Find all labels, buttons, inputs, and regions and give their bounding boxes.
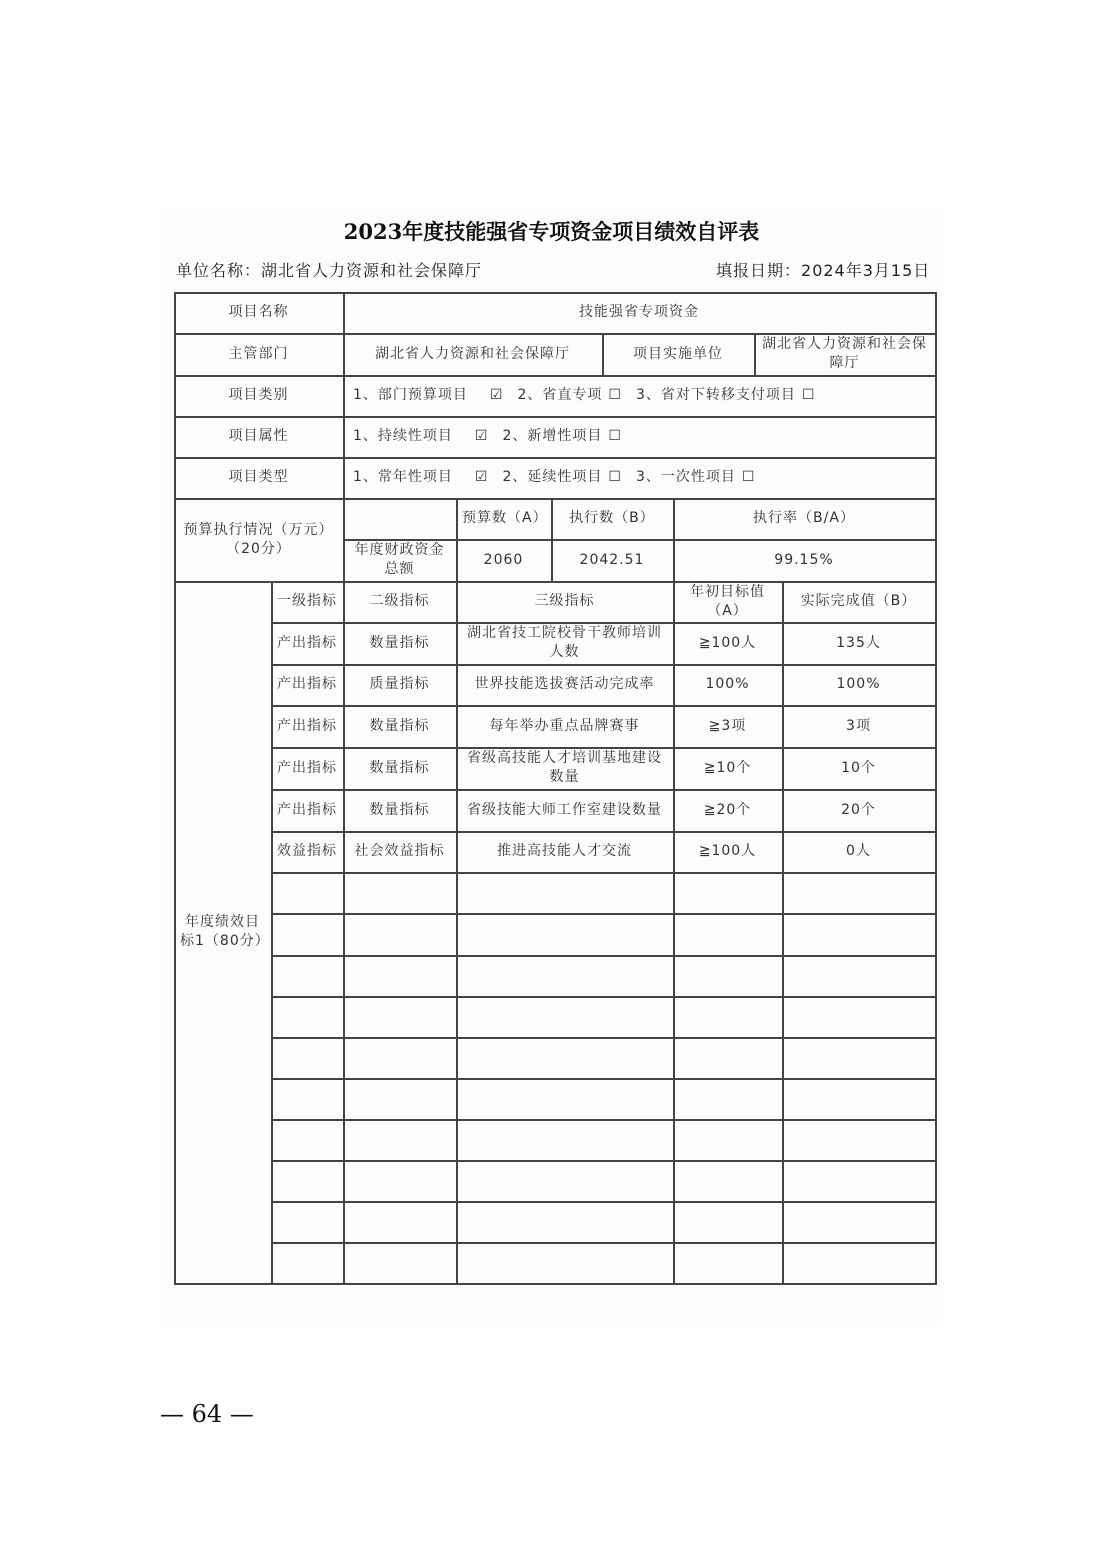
empty-indicator-cell (782, 1037, 935, 1078)
impl-unit-label: 项目实施单位 (633, 345, 723, 362)
category-label: 项目类别 (228, 387, 289, 403)
empty-indicator-cell (782, 1078, 935, 1119)
empty-indicator-cell (456, 1119, 673, 1160)
category-options (343, 375, 935, 416)
indicator-target: ≧10个 (703, 759, 752, 776)
empty-indicator-cell (271, 1201, 343, 1242)
type-label: 项目类型 (228, 469, 289, 485)
indicator-actual: 3项 (846, 717, 871, 734)
attribute-option-2-label: 2、新增性项目 (502, 428, 603, 444)
empty-indicator-cell (343, 913, 456, 955)
indicator-level2: 数量指标 (369, 759, 430, 776)
empty-indicator-cell (673, 1201, 782, 1242)
indicator-level3: 推进高技能人才交流 (497, 843, 632, 859)
indicator-level2: 质量指标 (369, 676, 430, 692)
indicator-target: 100% (705, 676, 750, 692)
annual-goal-label: 年度绩效目标1（80分） (180, 914, 270, 949)
empty-indicator-cell (673, 955, 782, 996)
page-number: — 64 — (160, 1400, 254, 1428)
empty-indicator-cell (782, 1201, 935, 1242)
empty-indicator-cell (271, 1119, 343, 1160)
indicator-target: ≧100人 (698, 843, 757, 859)
rate-col-header: 执行率（B/A） (753, 510, 855, 526)
actual-header: 实际完成值（B） (800, 593, 917, 609)
indicator-target: ≧100人 (698, 634, 757, 651)
empty-indicator-cell (673, 872, 782, 913)
level3-header: 三级指标 (534, 593, 595, 609)
annual-funds-label: 年度财政资金总额 (354, 542, 445, 577)
empty-indicator-cell (343, 1119, 456, 1160)
unit-label: 单位名称： (176, 261, 262, 280)
empty-indicator-cell (343, 1037, 456, 1078)
empty-indicator-cell (673, 1242, 782, 1283)
empty-indicator-cell (782, 955, 935, 996)
indicator-actual: 10个 (841, 759, 876, 776)
document-title: 2023年度技能强省专项资金项目绩效自评表 (343, 219, 760, 244)
department-value: 湖北省人力资源和社会保障厅 (375, 345, 570, 362)
table-rule (271, 1283, 937, 1285)
target-header: 年初目标值（A） (690, 583, 765, 619)
checked-box-icon[interactable]: ☑ (489, 387, 504, 403)
budget-value: 2060 (483, 551, 524, 568)
date-value: 2024年3月15日 (801, 261, 931, 280)
empty-indicator-cell (673, 1078, 782, 1119)
type-option-1-label: 1、常年性项目 (353, 469, 453, 485)
empty-indicator-cell (271, 1037, 343, 1078)
indicator-actual: 20个 (841, 801, 876, 818)
empty-indicator-cell (673, 1160, 782, 1201)
empty-indicator-cell (271, 955, 343, 996)
indicator-level2: 数量指标 (369, 717, 430, 734)
empty-indicator-cell (456, 1037, 673, 1078)
empty-indicator-cell (456, 913, 673, 955)
table-rule (343, 539, 345, 583)
level1-header: 一级指标 (277, 593, 337, 609)
empty-indicator-cell (782, 913, 935, 955)
indicator-level1: 效益指标 (277, 843, 337, 859)
indicator-actual: 135人 (836, 634, 881, 651)
empty-indicator-cell (343, 996, 456, 1037)
empty-indicator-cell (782, 872, 935, 913)
unchecked-box-icon[interactable]: ☐ (741, 469, 756, 485)
empty-indicator-cell (271, 1242, 343, 1283)
indicator-level3: 省级技能大师工作室建设数量 (467, 801, 662, 818)
attribute-label: 项目属性 (228, 428, 289, 444)
exec-value: 2042.51 (579, 551, 645, 568)
empty-indicator-cell (456, 1242, 673, 1283)
empty-indicator-cell (271, 996, 343, 1037)
indicator-level3: 每年举办重点品牌赛事 (489, 717, 640, 734)
rate-value: 99.15% (774, 551, 834, 568)
budget-execution-label: 预算执行情况（万元）（20分） (183, 521, 334, 557)
budget-blank-header (343, 498, 456, 539)
category-option-2-label: 2、省直专项 (517, 387, 603, 403)
fill-date (716, 258, 930, 281)
exec-col-header: 执行数（B） (569, 510, 655, 526)
empty-indicator-cell (782, 1160, 935, 1201)
empty-indicator-cell (271, 913, 343, 955)
budget-col-header: 预算数（A） (462, 510, 548, 526)
attribute-options (343, 416, 935, 457)
empty-indicator-cell (673, 1037, 782, 1078)
empty-indicator-cell (343, 872, 456, 913)
category-option-1-label: 1、部门预算项目 (353, 387, 468, 403)
empty-indicator-cell (456, 872, 673, 913)
empty-indicator-cell (456, 1201, 673, 1242)
date-label: 填报日期： (716, 261, 802, 280)
empty-indicator-cell (343, 955, 456, 996)
indicator-level1: 产出指标 (277, 717, 337, 734)
indicator-level3: 湖北省技工院校骨干教师培训人数 (467, 625, 662, 660)
empty-indicator-cell (673, 996, 782, 1037)
type-option-2-label: 2、延续性项目 (502, 469, 603, 485)
empty-indicator-cell (271, 872, 343, 913)
indicator-level2: 数量指标 (369, 634, 430, 651)
checked-box-icon[interactable]: ☑ (474, 469, 489, 485)
unchecked-box-icon[interactable]: ☐ (801, 387, 816, 403)
empty-indicator-cell (673, 913, 782, 955)
indicator-level2: 数量指标 (369, 801, 430, 818)
unit-name (176, 258, 482, 281)
empty-indicator-cell (456, 1078, 673, 1119)
level2-header: 二级指标 (369, 593, 430, 609)
indicator-target: ≧3项 (708, 717, 747, 734)
indicator-level1: 产出指标 (277, 634, 337, 651)
category-option-3-label: 3、省对下转移支付项目 (635, 387, 796, 403)
unit-value: 湖北省人力资源和社会保障厅 (261, 261, 483, 280)
indicator-level1: 产出指标 (277, 676, 337, 692)
unchecked-box-icon[interactable]: ☐ (608, 387, 622, 403)
empty-indicator-cell (456, 1160, 673, 1201)
indicator-target: ≧20个 (703, 801, 752, 818)
empty-indicator-cell (782, 1242, 935, 1283)
type-option-3-label: 3、一次性项目 (635, 469, 736, 485)
indicator-level2: 社会效益指标 (354, 843, 445, 859)
indicator-level1: 产出指标 (277, 801, 337, 818)
empty-indicator-cell (271, 1078, 343, 1119)
indicator-actual: 100% (836, 676, 881, 692)
empty-indicator-cell (782, 996, 935, 1037)
empty-indicator-cell (456, 996, 673, 1037)
project-name-label: 项目名称 (228, 304, 289, 320)
empty-indicator-cell (673, 1119, 782, 1160)
empty-indicator-cell (782, 1119, 935, 1160)
unchecked-box-icon[interactable]: ☐ (608, 469, 622, 485)
project-name-value: 技能强省专项资金 (579, 304, 699, 320)
indicator-actual: 0人 (846, 843, 871, 859)
unchecked-box-icon[interactable]: ☐ (608, 428, 622, 444)
checked-box-icon[interactable]: ☑ (474, 428, 489, 444)
empty-indicator-cell (456, 955, 673, 996)
empty-indicator-cell (343, 1160, 456, 1201)
empty-indicator-cell (343, 1201, 456, 1242)
indicator-level3: 世界技能选拔赛活动完成率 (474, 676, 655, 692)
empty-indicator-cell (343, 1078, 456, 1119)
indicator-level3: 省级高技能人才培训基地建设数量 (467, 750, 662, 785)
department-label: 主管部门 (228, 345, 289, 362)
type-options (343, 457, 935, 498)
impl-unit-value: 湖北省人力资源和社会保障厅 (762, 336, 927, 371)
indicator-level1: 产出指标 (277, 759, 337, 776)
empty-indicator-cell (271, 1160, 343, 1201)
attribute-option-1-label: 1、持续性项目 (353, 428, 453, 444)
empty-indicator-cell (343, 1242, 456, 1283)
